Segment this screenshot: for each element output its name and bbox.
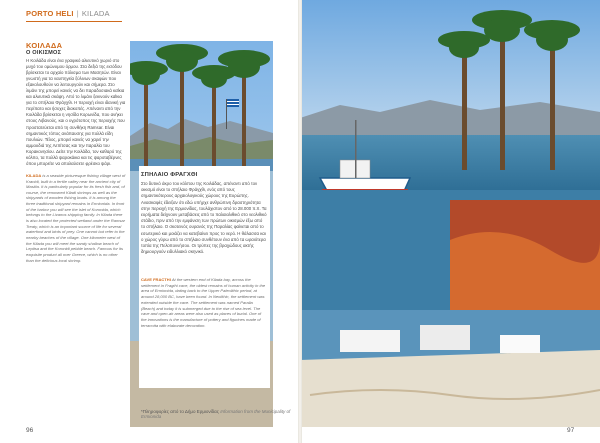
kilada-english-body: is a seaside picturesque fishing village west of Kranidi, built in a fertile valley near the ancient city of Masitia. It is particularly popular for its fresh fish and, of course, the renowned Kiladi shrimps as well as the shipyards of wooden fishing boats. It is among the three traditional shipyard remains in Ermionida. In front of the harbor you will see the islet of Koronida, which belongs to the Livanos shipping family. In Kilada there is also located the protected wetland under the Ramsar Treaty, which is an important source of life for several waterfowl and birds of prey. One cannot but refer to the nearby beaches of the village. One kilometer west of the Kilada you will meet the sandy shallow beach of Lepitsa and the Koronidi pebble beach. Famous for its exquisite product all over Greece, which is no other than the delicious local shrimp. xyxy=(26,172,126,263)
header-location: PORTO HELI xyxy=(26,9,74,18)
cave-english-text xyxy=(141,277,267,328)
page-number-right: 97 xyxy=(567,427,575,434)
cave-greek-text: Στο δυτικό άκρο του κόλπου της Κοιλάδας, απέναντι από τον οικισμό είναι το σπήλαιο Φράγχθι, ενός από τους σημαντικότερους αρχαιολογικούς χώρους της Ευρώπης. Ανασκαφές έδειξαν ότι εδώ υπήρχε ανθρώπινη δραστηριότητα στην περιοχή της Ερμιονίδας, τουλάχιστον από το 28.000 π.Χ. Τα ευρήματα δείχνουν μεταβάσεις από το παλαιολιθικό στο νεολιθικό στάδιο, πριν από την εμφάνιση των πρώτων οικισμών έξω από το σπήλαιο. Ο σκοτεινός ουρανός της Παραλίας φαίνεται από το εσωτερικό και μοιάζει να κατεβαίνει προς το νερό. Η θάλασσα και ο χώρος γύρω από το σπήλαιο συνθέτουν ένα από τα ωραιότερα τοπία της Πελοποννήσου. Οι τρύπες της βραχώδους ακτής δημιουργούν ειδυλλιακό σκηνικό. xyxy=(141,181,267,255)
header-sublocation: KILADA xyxy=(81,9,110,18)
kilada-article xyxy=(26,41,126,263)
spine-gutter xyxy=(298,0,302,443)
kilada-subtitle: Ο ΟΙΚΙΣΜΟΣ xyxy=(26,50,62,56)
kilada-english-lead: KILADA xyxy=(26,172,42,178)
cave-title: ΣΠΗΛΑΙΟ ΦΡΑΓΧΘΙ xyxy=(141,172,198,178)
kilada-title: ΚΟΙΛΑΔΑ xyxy=(26,41,63,50)
source-footnote xyxy=(141,409,301,419)
footnote-english: Information from the Municipality of Ermionida xyxy=(141,409,291,419)
footnote-greek: *Πληροφορίες από το Δήμο Ερμιονίδας xyxy=(141,409,219,414)
cave-english-lead: CAVE FRACTHI xyxy=(141,277,171,282)
header-separator: | xyxy=(76,9,79,18)
header-rule xyxy=(26,21,122,22)
harbor-boat-photo xyxy=(300,0,600,427)
kilada-english-text xyxy=(26,173,126,264)
running-header xyxy=(26,9,110,18)
cave-english-body: At the western end of Kilada bay, across the settlement in Fragthi cave, the oldest remains of human activity in the area of Ermionida, dating back to the Upper Paleolithic period, at around 28,000 BC, have been found. In Neolithic, the settlement was extended outside the cave. The settlement was named Paralia (Beach) and today it is submerged due to the rise of sea level. The cave and open-air areas were also used as places of burial. One of the innovations is the manufacture of pottery and figurines made of terracotta with elaborate decoration. xyxy=(141,277,266,328)
page-number-left: 96 xyxy=(26,427,34,434)
kilada-greek-text: Η Κοιλάδα είναι ένα γραφικό αλιευτικό χωριό στο μυχό του ομώνυμου όρμου. Στα δεξιά της εισόδου βρίσκεται το αρχαίο πόλισμα των Μασητών. Είναι γνωστή για τα ναυπηγεία ξύλινων σκαφών που εξακολουθούν να λειτουργούν και σήμερα. Στο λιμάνι της μπορεί κανείς να δει παραδοσιακά καΐκια και αλιευτικά σκάφη. Από το λιμάνι ξεκινούν καΐκια για το σπήλαιο Φράγχθι. Η περιοχή είναι ιδανική για περίπατο και ήσυχες διακοπές. Απέναντι από την Κοιλάδα βρίσκεται η νησίδα Κορωνίδα, που ανήκει στους Λιβανούς, και ο υγρότοπος της περιοχής που προστατεύεται από τη συνθήκη Ramsar. Είναι σημαντικός τόπος ανάπαυσης για πολλά είδη πουλιών. Τέλος, μπορεί κανείς να χαρεί την αμμουδιά της Λεπίτσας και την παραλία του Κορακονησίου. Δείτε την Κοιλάδα, τον καθαρό της κόλπο, τα πολλά ψαροκάικα και τις ψαροταβέρνες όπου μπορείτε να απολαύσετε φρέσκο ψάρι. xyxy=(26,58,126,166)
